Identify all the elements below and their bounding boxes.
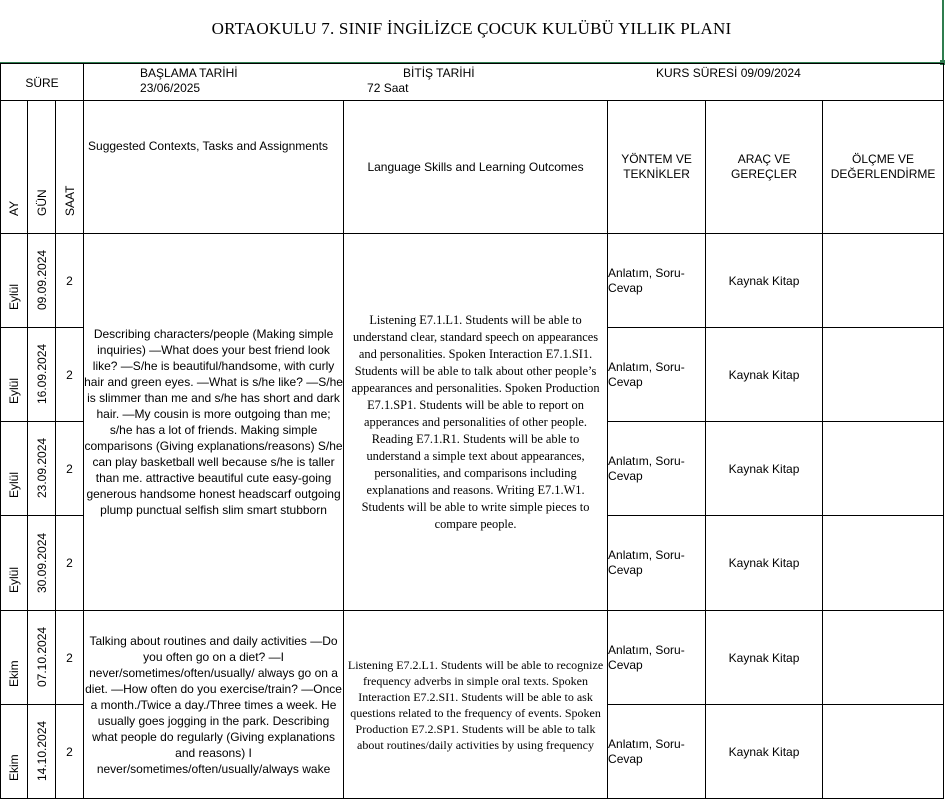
gun-cell[interactable]	[28, 234, 56, 328]
selection-border-right	[942, 0, 944, 62]
language-cell[interactable]: Listening E7.1.L1. Students will be able to understand clear, standard speech on appearances and personalities. Spoken Interaction E7.1.SI1. Students will be able to talk about other people’s appearances and personalities. Spoken Production E7.1.SP1. Students will be able to report on apperances and personalities of other people. Reading E7.1.R1. Students will be able to understand a simple text about appearances, personalities, and comparisons including explanations and reasons. Writing E7.1.W1. Students will be able to write simple pieces to compare people.	[344, 234, 608, 611]
baslama-label: BAŞLAMA TARİHİ	[140, 66, 238, 80]
week-row	[1, 611, 944, 705]
ay-cell[interactable]	[1, 234, 28, 328]
col-language[interactable]: Language Skills and Learning Outcomes	[344, 101, 608, 234]
gun-cell[interactable]	[28, 516, 56, 611]
sure-cell[interactable]: SÜRE	[1, 64, 84, 101]
gun-cell[interactable]	[28, 328, 56, 422]
ay-value: Eylül	[7, 471, 21, 498]
ay-cell[interactable]	[1, 328, 28, 422]
saat-cell[interactable]: 2	[56, 611, 84, 705]
saat-cell[interactable]: 2	[56, 422, 84, 516]
yontem-cell[interactable]: Anlatım, Soru-Cevap	[608, 611, 706, 705]
ay-value: Ekim	[7, 660, 21, 687]
olcme-cell[interactable]	[823, 328, 944, 422]
olcme-cell[interactable]	[823, 516, 944, 611]
ay-value: Eylül	[7, 566, 21, 593]
arac-cell[interactable]: Kaynak Kitap	[706, 516, 823, 611]
saat-cell[interactable]: 2	[56, 705, 84, 799]
gun-value: 30.09.2024	[34, 532, 49, 593]
ay-cell[interactable]	[1, 705, 28, 799]
gun-value: 16.09.2024	[34, 343, 49, 404]
yontem-cell[interactable]: Anlatım, Soru-Cevap	[608, 234, 706, 328]
bitis-value: 72 Saat	[367, 81, 409, 95]
week-row	[1, 234, 944, 328]
arac-cell[interactable]: Kaynak Kitap	[706, 705, 823, 799]
ay-cell[interactable]	[1, 516, 28, 611]
ay-value: Ekim	[7, 754, 21, 781]
olcme-cell[interactable]	[823, 234, 944, 328]
yontem-cell[interactable]: Anlatım, Soru-Cevap	[608, 516, 706, 611]
saat-cell[interactable]: 2	[56, 234, 84, 328]
header-row	[1, 64, 944, 101]
gun-cell[interactable]	[28, 422, 56, 516]
olcme-cell[interactable]	[823, 705, 944, 799]
saat-cell[interactable]: 2	[56, 516, 84, 611]
bitis-label: BİTİŞ TARİHİ	[403, 66, 475, 80]
col-gun[interactable]	[28, 101, 56, 234]
gun-cell[interactable]	[28, 705, 56, 799]
col-saat-label: SAAT	[62, 185, 77, 216]
col-ay[interactable]	[1, 101, 28, 234]
contexts-cell[interactable]: Talking about routines and daily activities —Do you often go on a diet? —I never/sometimes/often/usually/ always go on a diet. —How often do you exercise/train? —Once a month./Twice a day./Three times a week. He usually goes jogging in the park. Describing what people do regularly (Giving explanations and reasons) I never/sometimes/often/usually/always wake	[84, 611, 344, 799]
arac-cell[interactable]: Kaynak Kitap	[706, 422, 823, 516]
yontem-cell[interactable]: Anlatım, Soru-Cevap	[608, 328, 706, 422]
ay-cell[interactable]	[1, 611, 28, 705]
olcme-cell[interactable]	[823, 422, 944, 516]
kurs-suresi: KURS SÜRESİ 09/09/2024	[656, 66, 801, 80]
ay-value: Eylül	[7, 283, 21, 310]
gun-value: 09.09.2024	[34, 249, 49, 310]
dates-cell[interactable]	[84, 64, 944, 101]
col-gun-label: GÜN	[34, 189, 49, 216]
title-area	[0, 0, 943, 62]
gun-cell[interactable]	[28, 611, 56, 705]
col-ay-label: AY	[7, 200, 21, 216]
gun-value: 14.10.2024	[34, 720, 49, 781]
contexts-cell[interactable]: Describing characters/people (Making simple inquiries) —What does your best friend look like? —S/he is beautiful/handsome, with curly hair and green eyes. —What is s/he like? —S/he is slimmer than me and s/he has short and dark hair. —My cousin is more outgoing than me; s/he has a lot of friends. Making simple comparisons (Giving explanations/reasons) S/he can play basketball well because s/he is taller than me. attractive beautiful cute easy-going generous handsome honest headscarf outgoing plump punctual selfish slim smart stubborn	[84, 234, 344, 611]
col-olcme[interactable]: ÖLÇME VE DEĞERLENDİRME	[823, 101, 944, 234]
baslama-value: 23/06/2025	[140, 81, 201, 95]
col-contexts[interactable]: Suggested Contexts, Tasks and Assignments	[84, 101, 344, 234]
col-yontem[interactable]: YÖNTEM VE TEKNİKLER	[608, 101, 706, 234]
arac-cell[interactable]: Kaynak Kitap	[706, 328, 823, 422]
column-header-row	[1, 101, 944, 234]
plan-table	[0, 63, 944, 799]
ay-value: Eylül	[7, 377, 21, 404]
ay-cell[interactable]	[1, 422, 28, 516]
olcme-cell[interactable]	[823, 611, 944, 705]
saat-cell[interactable]: 2	[56, 328, 84, 422]
arac-cell[interactable]: Kaynak Kitap	[706, 611, 823, 705]
plan-title: ORTAOKULU 7. SINIF İNGİLİZCE ÇOCUK KULÜBÜ YILLIK PLANI	[211, 19, 732, 38]
col-saat[interactable]	[56, 101, 84, 234]
col-arac[interactable]: ARAÇ VE GEREÇLER	[706, 101, 823, 234]
language-cell[interactable]: Listening E7.2.L1. Students will be able to recognize frequency adverbs in simple oral texts. Spoken Interaction E7.2.SI1. Students will be able to ask questions related to the frequency of events. Spoken Production E7.2.SP1. Students will be able to talk about routines/daily activities by using frequency	[344, 611, 608, 799]
gun-value: 07.10.2024	[34, 626, 49, 687]
gun-value: 23.09.2024	[34, 437, 49, 498]
arac-cell[interactable]: Kaynak Kitap	[706, 234, 823, 328]
yontem-cell[interactable]: Anlatım, Soru-Cevap	[608, 705, 706, 799]
yontem-cell[interactable]: Anlatım, Soru-Cevap	[608, 422, 706, 516]
